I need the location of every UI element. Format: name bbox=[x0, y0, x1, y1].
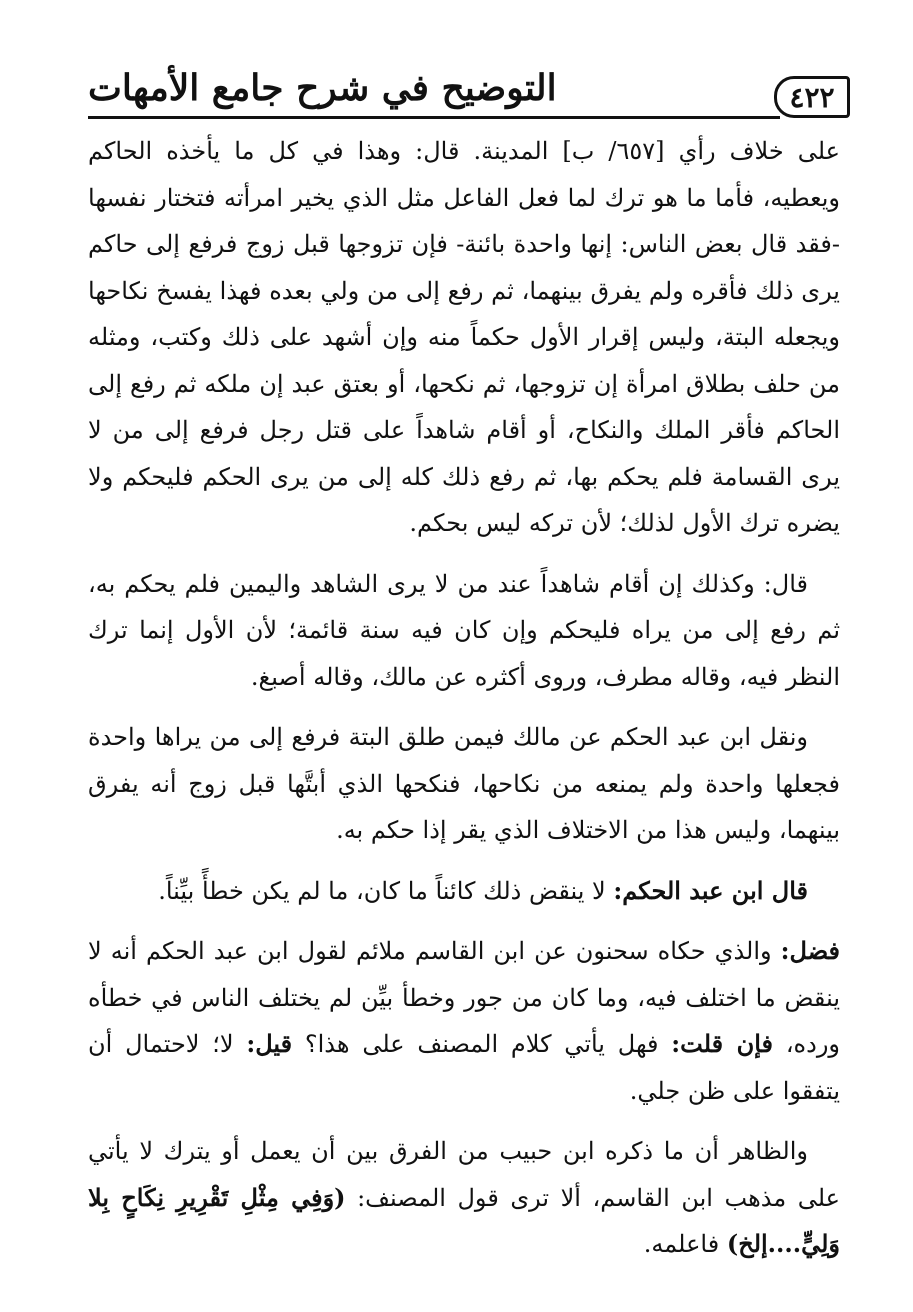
paragraph-4-text: لا ينقض ذلك كائناً ما كان، ما لم يكن خطأً بيِّناً. bbox=[158, 876, 614, 905]
quoted-text: (وَفِي مِثْلِ تَقْرِيرِ نِكَاحٍ بِلا وَلِيٍّ....إلخ) bbox=[88, 1182, 840, 1258]
body-text bbox=[88, 128, 840, 1282]
paragraph-1: على خلاف رأي [٦٥٧/ ب] المدينة. قال: وهذا في كل ما يأخذه الحاكم ويعطيه، فأما ما هو ترك لما فعل الفاعل مثل الذي يخير امرأته فتختار نفسها -فقد قال بعض الناس: إنها واحدة بائنة- فإن تزوجها قبل زوج فرفع إلى حاكم يرى ذلك فأقره ولم يفرق بينهما، ثم رفع إلى من ولي بعده فهذا يفسخ نكاحها ويجعله البتة، وليس إقرار الأول حكماً منه وإن أشهد على ذلك وكتب، ومثله من حلف بطلاق امرأة إن تزوجها، ثم نكحها، أو بعتق عبد إن ملكه ثم رفع إلى الحاكم فأقر الملك والنكاح، أو أقام شاهداً على قتل رجل فرفع إلى من لا يرى القسامة فلم يحكم بها، ثم رفع ذلك كله إلى من يرى الحكم فليحكم ولا يضره ترك الأول لذلك؛ لأن تركه ليس بحكم. bbox=[88, 137, 840, 537]
paragraph-6-text-a: والظاهر أن ما ذكره ابن حبيب من الفرق بين أن يعمل أو يترك لا يأتي على مذهب ابن القاسم، ألا ترى قول المصنف: bbox=[88, 1137, 840, 1212]
running-title: التوضيح في شرح جامع الأمهات bbox=[88, 67, 557, 109]
question-label: فإن قلت: bbox=[671, 1029, 774, 1058]
paragraph-2: قال: وكذلك إن أقام شاهداً عند من لا يرى الشاهد واليمين فلم يحكم به، ثم رفع إلى من يراه فليحكم وإن كان فيه سنة قائمة؛ لأن الأول إنما ترك النظر فيه، وقاله مطرف، وروى أكثره عن مالك، وقاله أصبغ. bbox=[88, 569, 840, 691]
section-label: فضل: bbox=[780, 936, 840, 965]
paragraph-5 bbox=[88, 928, 840, 1114]
paragraph-3: ونقل ابن عبد الحكم عن مالك فيمن طلق البتة فرفع إلى من يراها واحدة فجعلها واحدة ولم يمنعه من نكاحها، فنكحها الذي أبتَّها قبل زوج أنه يفرق بينهما، وليس هذا من الاختلاف الذي يقر إذا حكم به. bbox=[88, 723, 840, 844]
paragraph-5-text-c: لا؛ لاحتمال أن يتفقوا على ظن جلي. bbox=[88, 1030, 840, 1105]
paragraph-5-text-a: والذي حكاه سحنون عن ابن القاسم ملائم لقول ابن عبد الحكم أنه لا ينقض ما اختلف فيه، وما كان من جور وخطأ بيِّن لم يختلف الناس في خطأه ورده، bbox=[88, 937, 841, 1058]
header-divider bbox=[88, 116, 780, 119]
paragraph-4 bbox=[88, 868, 840, 915]
page-header bbox=[88, 60, 850, 122]
paragraph-6-text-b: فاعلمه. bbox=[643, 1230, 727, 1258]
paragraph-6 bbox=[88, 1128, 840, 1268]
answer-label: قيل: bbox=[246, 1029, 293, 1058]
paragraph-5-text-b: فهل يأتي كلام المصنف على هذا؟ bbox=[292, 1030, 672, 1058]
speaker-label: قال ابن عبد الحكم: bbox=[613, 875, 808, 905]
page-number: ٤٢٢ bbox=[774, 76, 850, 118]
